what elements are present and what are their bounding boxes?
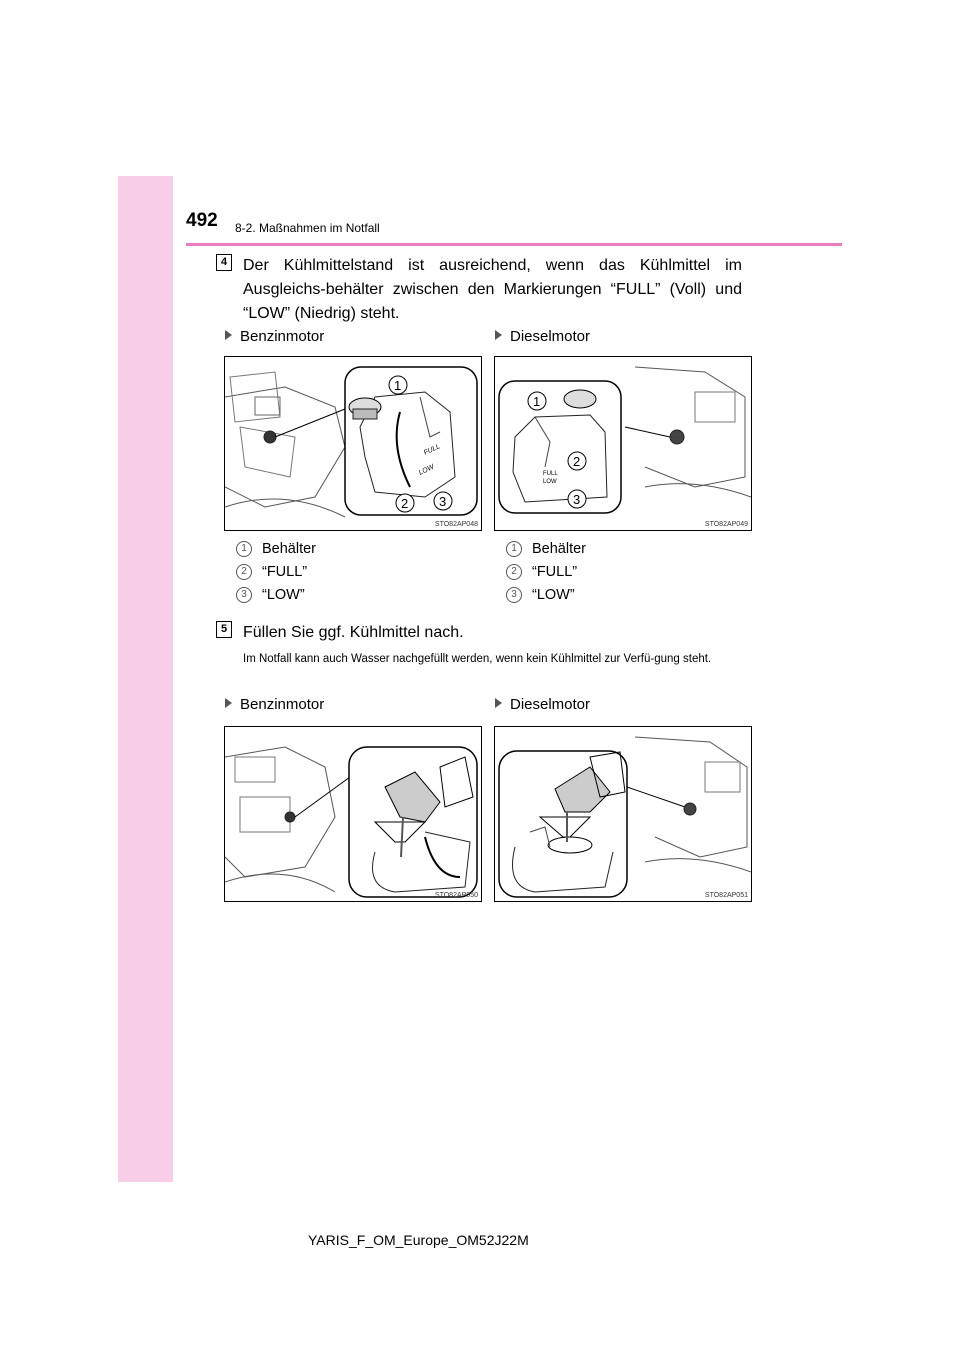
footer-document-id: YARIS_F_OM_Europe_OM52J22M (308, 1232, 529, 1248)
subheading-gasoline: Benzinmotor (225, 696, 324, 713)
legend-item: 2 “FULL” (506, 560, 586, 583)
figure-code: STO82AP050 (434, 892, 478, 899)
figure-code: STO82AP051 (704, 892, 748, 899)
subheading-diesel: Dieselmotor (495, 696, 590, 713)
svg-text:LOW: LOW (417, 463, 436, 477)
legend-item: 3 “LOW” (236, 583, 316, 606)
step-number-5: 5 (216, 621, 232, 638)
legend-item: 1 Behälter (236, 537, 316, 560)
svg-text:2: 2 (401, 496, 409, 511)
figure-diesel-filling (494, 726, 752, 902)
header-rule (186, 243, 842, 246)
side-tab (118, 176, 173, 1182)
chapter-title: 8-2. Maßnahmen im Notfall (235, 221, 380, 235)
subheading-diesel: Dieselmotor (495, 328, 590, 345)
subheading-gasoline: Benzinmotor (225, 328, 324, 345)
figure-code: STO82AP048 (434, 521, 478, 528)
svg-text:FULL: FULL (543, 471, 558, 477)
svg-text:3: 3 (573, 492, 581, 507)
legend-item: 1 Behälter (506, 537, 586, 560)
triangle-bullet-icon (495, 698, 502, 708)
triangle-bullet-icon (225, 330, 232, 340)
triangle-bullet-icon (225, 698, 232, 708)
figure-diesel-reservoir (494, 356, 752, 531)
step-5-text: Füllen Sie ggf. Kühlmittel nach. (243, 624, 464, 641)
legend-item: 2 “FULL” (236, 560, 316, 583)
step-5-note: Im Notfall kann auch Wasser nachgefüllt werden, wenn kein Kühlmittel zur Verfü-gung steht. (243, 653, 712, 665)
triangle-bullet-icon (495, 330, 502, 340)
page-number: 492 (186, 210, 218, 231)
svg-text:1: 1 (394, 378, 402, 393)
svg-text:1: 1 (533, 394, 541, 409)
svg-text:2: 2 (573, 454, 581, 469)
figure-gasoline-filling (224, 726, 482, 902)
figure-code: STO82AP049 (704, 521, 748, 528)
step-number-4: 4 (216, 254, 232, 271)
legend-diesel (506, 537, 586, 606)
legend-item: 3 “LOW” (506, 583, 586, 606)
figure-gasoline-reservoir (224, 356, 482, 531)
legend-gasoline (236, 537, 316, 606)
step-4-text: Der Kühlmittelstand ist ausreichend, wenn das Kühlmittel im Ausgleichs-behälter zwischen den Markierungen “FULL” (Voll) und “LOW” (Niedrig) steht. (243, 257, 742, 322)
svg-text:LOW: LOW (543, 479, 557, 485)
svg-text:FULL: FULL (422, 443, 442, 457)
svg-text:3: 3 (439, 494, 447, 509)
